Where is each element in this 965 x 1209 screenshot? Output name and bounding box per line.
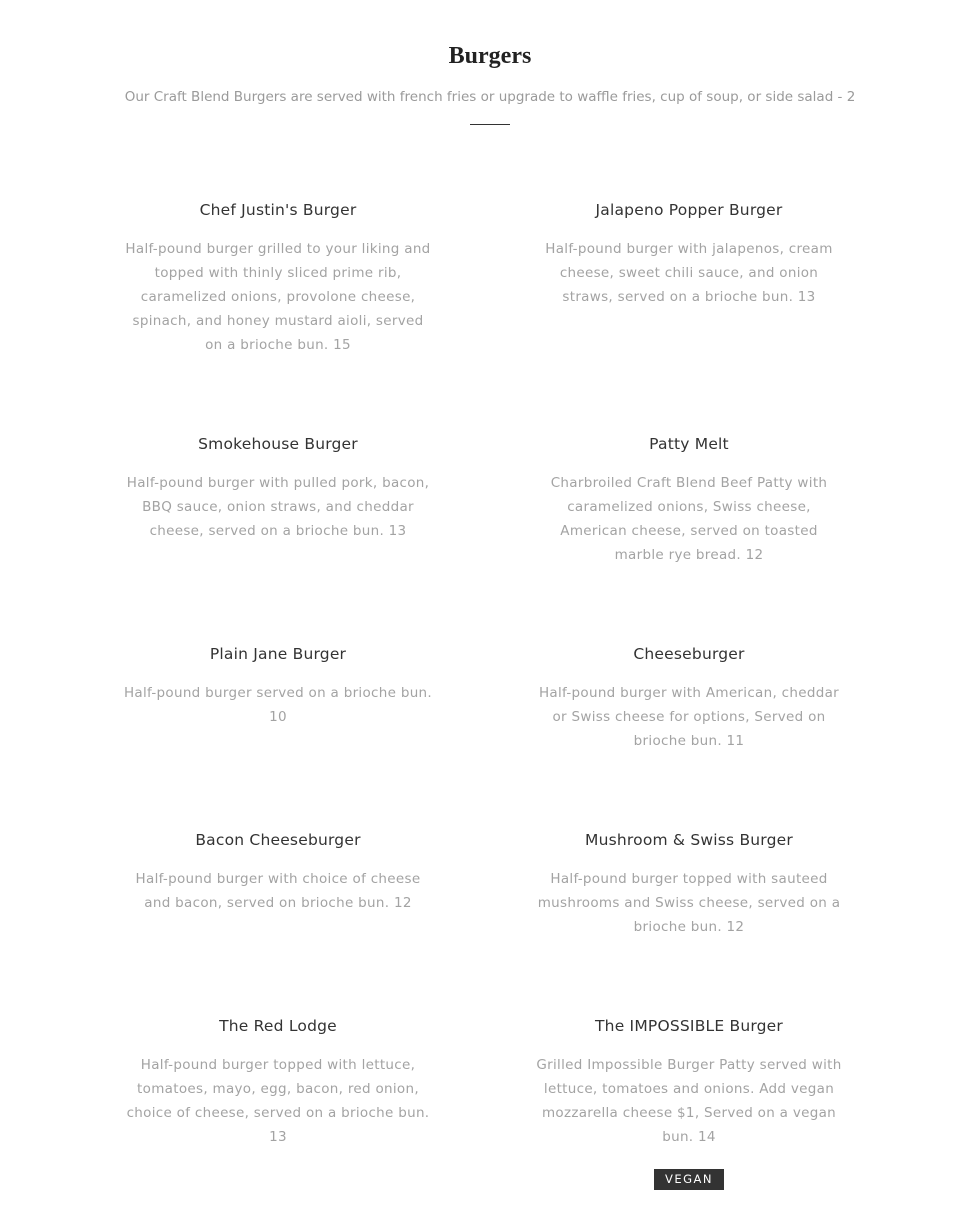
menu-item-description: Half-pound burger with choice of cheese and bacon, served on brioche bun. 12 (135, 871, 421, 911)
menu-item (123, 199, 433, 357)
menu-item-name: Patty Melt (649, 435, 729, 453)
menu-item-description: Half-pound burger grilled to your liking and topped with thinly sliced prime rib, caramelized onions, provolone cheese, spinach, and honey mustard aioli, served on a brioche bun. 15 (125, 241, 431, 353)
menu-item-name: Chef Justin's Burger (199, 201, 357, 219)
menu-item (123, 829, 433, 915)
menu-item-name: Bacon Cheeseburger (195, 831, 361, 849)
menu-item-name: Cheeseburger (633, 645, 745, 663)
menu-item-description: Half-pound burger topped with lettuce, tomatoes, mayo, egg, bacon, red onion, choice of cheese, served on a brioche bun. 13 (126, 1057, 430, 1145)
menu-item-name: The IMPOSSIBLE Burger (595, 1017, 783, 1035)
section-divider (470, 124, 510, 125)
menu-item (123, 433, 433, 543)
menu-item-name: Plain Jane Burger (209, 645, 347, 663)
menu-item-description: Half-pound burger topped with sauteed mushrooms and Swiss cheese, served on a brioche bun. 12 (537, 871, 841, 935)
menu-item-description: Half-pound burger served on a brioche bun. 10 (123, 685, 432, 725)
menu-item (534, 1015, 844, 1190)
menu-item-name: Mushroom & Swiss Burger (585, 831, 793, 849)
menu-item-description: Half-pound burger with jalapenos, cream cheese, sweet chili sauce, and onion straws, served on a brioche bun. 13 (545, 241, 833, 305)
menu-item (534, 829, 844, 939)
menu-item (123, 1015, 433, 1149)
menu-item (534, 643, 844, 753)
vegan-badge: VEGAN (654, 1169, 724, 1190)
menu-item-description: Charbroiled Craft Blend Beef Patty with caramelized onions, Swiss cheese, American cheese, served on toasted marble rye bread. 12 (550, 475, 828, 563)
section-title: Burgers (448, 43, 532, 69)
menu-item (534, 433, 844, 567)
section-description: Our Craft Blend Burgers are served with french fries or upgrade to waffle fries, cup of soup, or side salad - 2 (124, 89, 856, 105)
menu-item-name: Jalapeno Popper Burger (595, 201, 783, 219)
menu-item (534, 199, 844, 309)
menu-item-name: Smokehouse Burger (198, 435, 358, 453)
menu-item-name: The Red Lodge (219, 1017, 337, 1035)
menu-item-description: Grilled Impossible Burger Patty served with lettuce, tomatoes and onions. Add vegan mozzarella cheese $1, Served on a vegan bun. 14 (536, 1057, 842, 1145)
menu-item-description: Half-pound burger with pulled pork, bacon, BBQ sauce, onion straws, and cheddar cheese, served on a brioche bun. 13 (126, 475, 430, 539)
menu-item (123, 643, 433, 729)
menu-item-description: Half-pound burger with American, cheddar or Swiss cheese for options, Served on brioche bun. 11 (538, 685, 840, 749)
